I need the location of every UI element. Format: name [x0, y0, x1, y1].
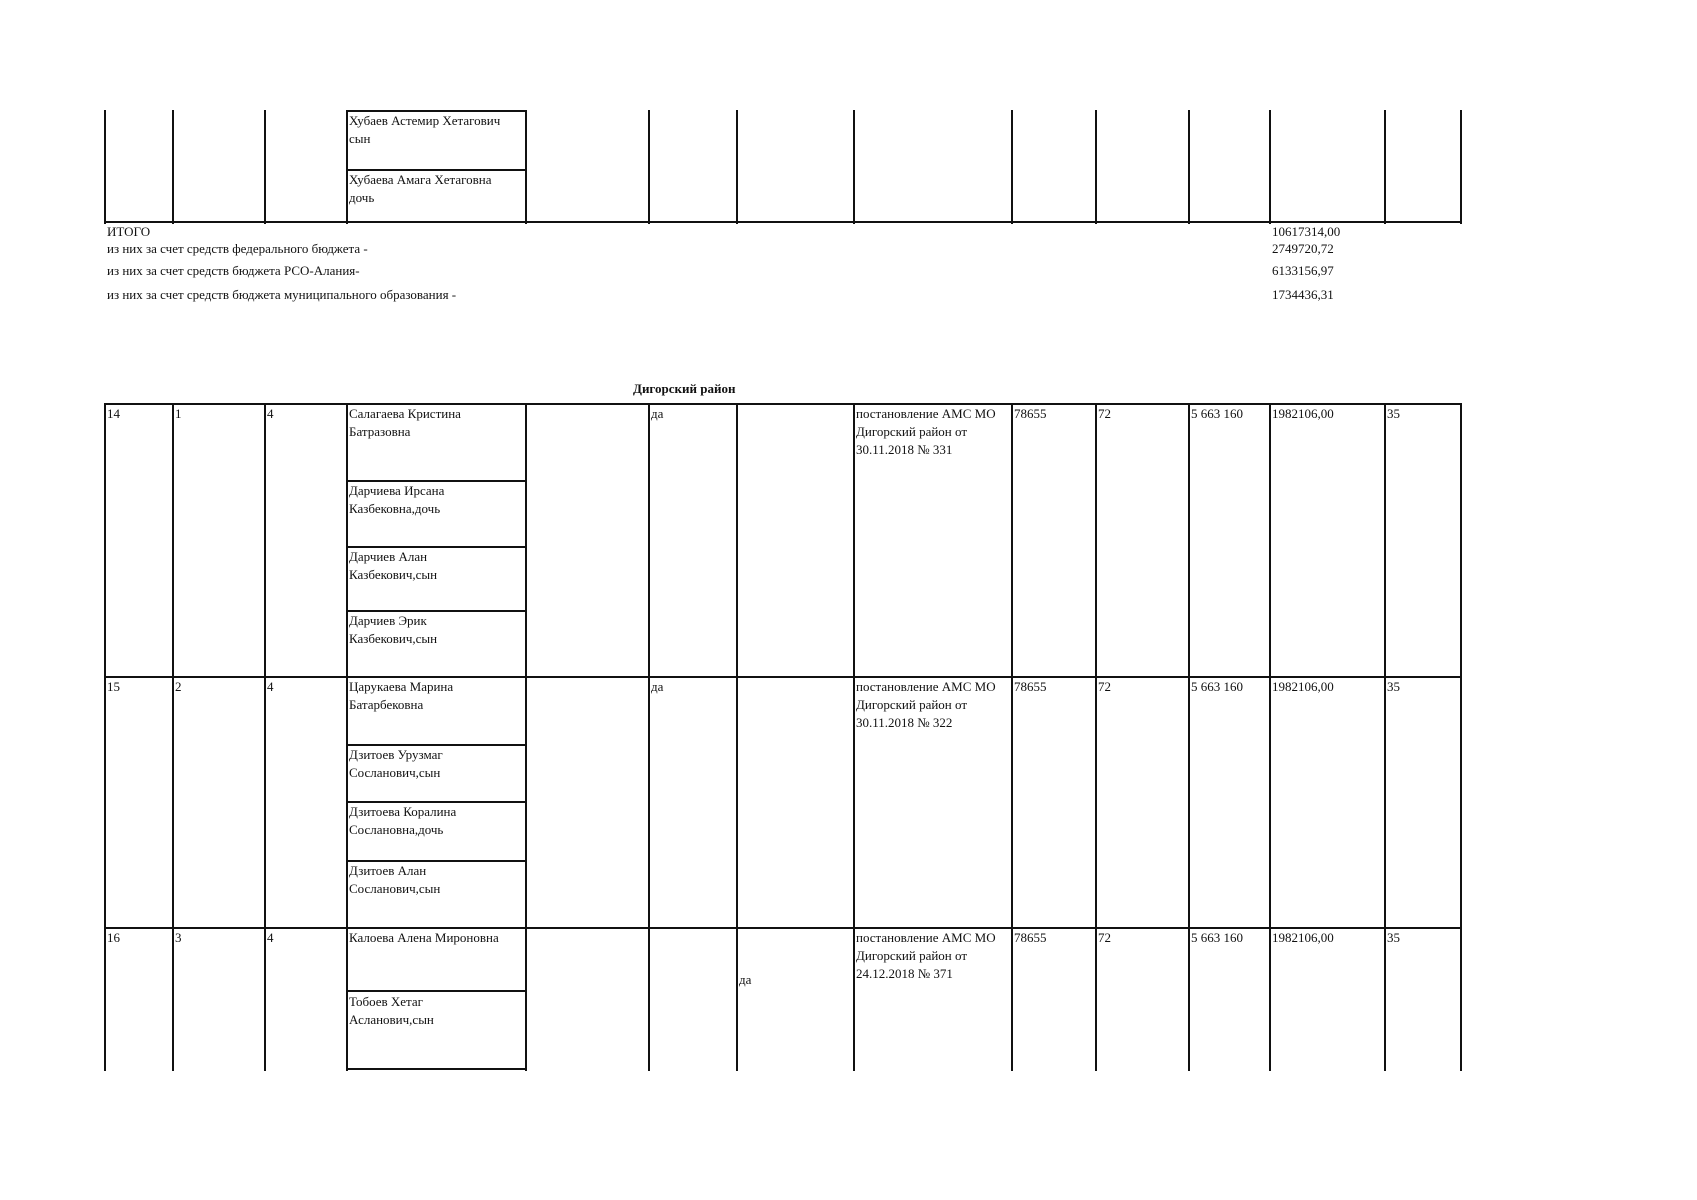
cell-subsidy: 1982106,00: [1272, 406, 1334, 421]
table-border: [346, 1068, 527, 1070]
cell-flag-a: да: [651, 406, 664, 421]
table-border: [346, 990, 527, 992]
person-relation: дочь: [349, 190, 375, 205]
itogo-label: ИТОГО: [107, 224, 151, 239]
cell-flag-a: да: [651, 679, 664, 694]
cell-idx: 1: [175, 406, 182, 421]
table-border: [736, 403, 738, 1071]
section-title: Дигорский район: [633, 381, 736, 396]
person-name: Тобоев Хетаг Асланович,сын: [349, 994, 434, 1027]
federal-label: из них за счет средств федерального бюджета -: [107, 241, 368, 256]
cell-flag-b: да: [739, 972, 752, 987]
table-border: [1384, 403, 1386, 1071]
table-border: [853, 110, 855, 224]
cell-family-size: 4: [267, 406, 274, 421]
person-name: Дзитоева Коралина Сослановна,дочь: [349, 804, 457, 837]
cell-total-cost: 5 663 160: [1191, 930, 1243, 945]
person-name: Салагаева Кристина Батразовна: [349, 406, 461, 439]
person-name: Калоева Алена Мироновна: [349, 930, 499, 945]
table-border: [1011, 110, 1013, 224]
person-name: Дарчиев Эрик Казбекович,сын: [349, 613, 438, 646]
cell-total-cost: 5 663 160: [1191, 406, 1243, 421]
table-border: [1269, 110, 1271, 224]
table-border: [1095, 403, 1097, 1071]
cell-price-sqm: 78655: [1014, 406, 1047, 421]
table-border: [1011, 403, 1013, 1071]
cell-decision: постановление АМС МО Дигорский район от 30.11.2018 № 331: [856, 406, 996, 457]
table-border: [104, 110, 106, 224]
cell-percent: 35: [1387, 679, 1400, 694]
itogo-value: 10617314,00: [1272, 224, 1341, 239]
table-border: [104, 676, 1462, 678]
table-border: [104, 403, 106, 1071]
person-name: Дзитоев Урузмаг Сосланович,сын: [349, 747, 443, 780]
table-border: [1188, 403, 1190, 1071]
cell-price-sqm: 78655: [1014, 930, 1047, 945]
table-border: [648, 110, 650, 224]
person-name: Дзитоев Алан Сосланович,сын: [349, 863, 441, 896]
table-border: [172, 110, 174, 224]
table-border: [104, 927, 1462, 929]
cell-percent: 35: [1387, 406, 1400, 421]
cell-subsidy: 1982106,00: [1272, 679, 1334, 694]
municipal-label: из них за счет средств бюджета муниципального образования -: [107, 287, 457, 302]
cell-area: 72: [1098, 930, 1111, 945]
person-relation: сын: [349, 131, 371, 146]
cell-area: 72: [1098, 406, 1111, 421]
table-border: [1460, 403, 1462, 1071]
table-border: [264, 403, 266, 1071]
person-name: Царукаева Марина Батарбековна: [349, 679, 454, 712]
cell-decision: постановление АМС МО Дигорский район от 24.12.2018 № 371: [856, 930, 996, 981]
table-border: [346, 110, 348, 224]
table-border: [172, 403, 174, 1071]
cell-subsidy: 1982106,00: [1272, 930, 1334, 945]
cell-num: 16: [107, 930, 120, 945]
municipal-value: 1734436,31: [1272, 287, 1334, 302]
table-border: [264, 110, 266, 224]
cell-total-cost: 5 663 160: [1191, 679, 1243, 694]
cell-idx: 3: [175, 930, 182, 945]
table-border: [1095, 110, 1097, 224]
table-border: [736, 110, 738, 224]
cell-family-size: 4: [267, 679, 274, 694]
cell-family-size: 4: [267, 930, 274, 945]
table-border: [104, 403, 1462, 405]
person-name: Хубаев Астемир Хетагович: [349, 113, 501, 128]
federal-value: 2749720,72: [1272, 241, 1334, 256]
table-border: [853, 403, 855, 1071]
cell-idx: 2: [175, 679, 182, 694]
republic-value: 6133156,97: [1272, 263, 1334, 278]
cell-price-sqm: 78655: [1014, 679, 1047, 694]
table-border: [1460, 110, 1462, 224]
cell-num: 14: [107, 406, 120, 421]
table-border: [648, 403, 650, 1071]
person-name: Дарчиев Алан Казбекович,сын: [349, 549, 438, 582]
table-border: [1269, 403, 1271, 1071]
table-border: [1188, 110, 1190, 224]
cell-percent: 35: [1387, 930, 1400, 945]
cell-area: 72: [1098, 679, 1111, 694]
table-border: [1384, 110, 1386, 224]
table-border: [525, 403, 527, 1071]
table-border: [346, 403, 348, 1071]
republic-label: из них за счет средств бюджета РСО-Алания-: [107, 263, 360, 278]
cell-decision: постановление АМС МО Дигорский район от 30.11.2018 № 322: [856, 679, 996, 730]
person-name: Дарчиева Ирсана Казбековна,дочь: [349, 483, 445, 516]
table-border: [525, 110, 527, 224]
person-name: Хубаева Амага Хетаговна: [349, 172, 492, 187]
table-border: [104, 221, 1462, 223]
cell-num: 15: [107, 679, 120, 694]
